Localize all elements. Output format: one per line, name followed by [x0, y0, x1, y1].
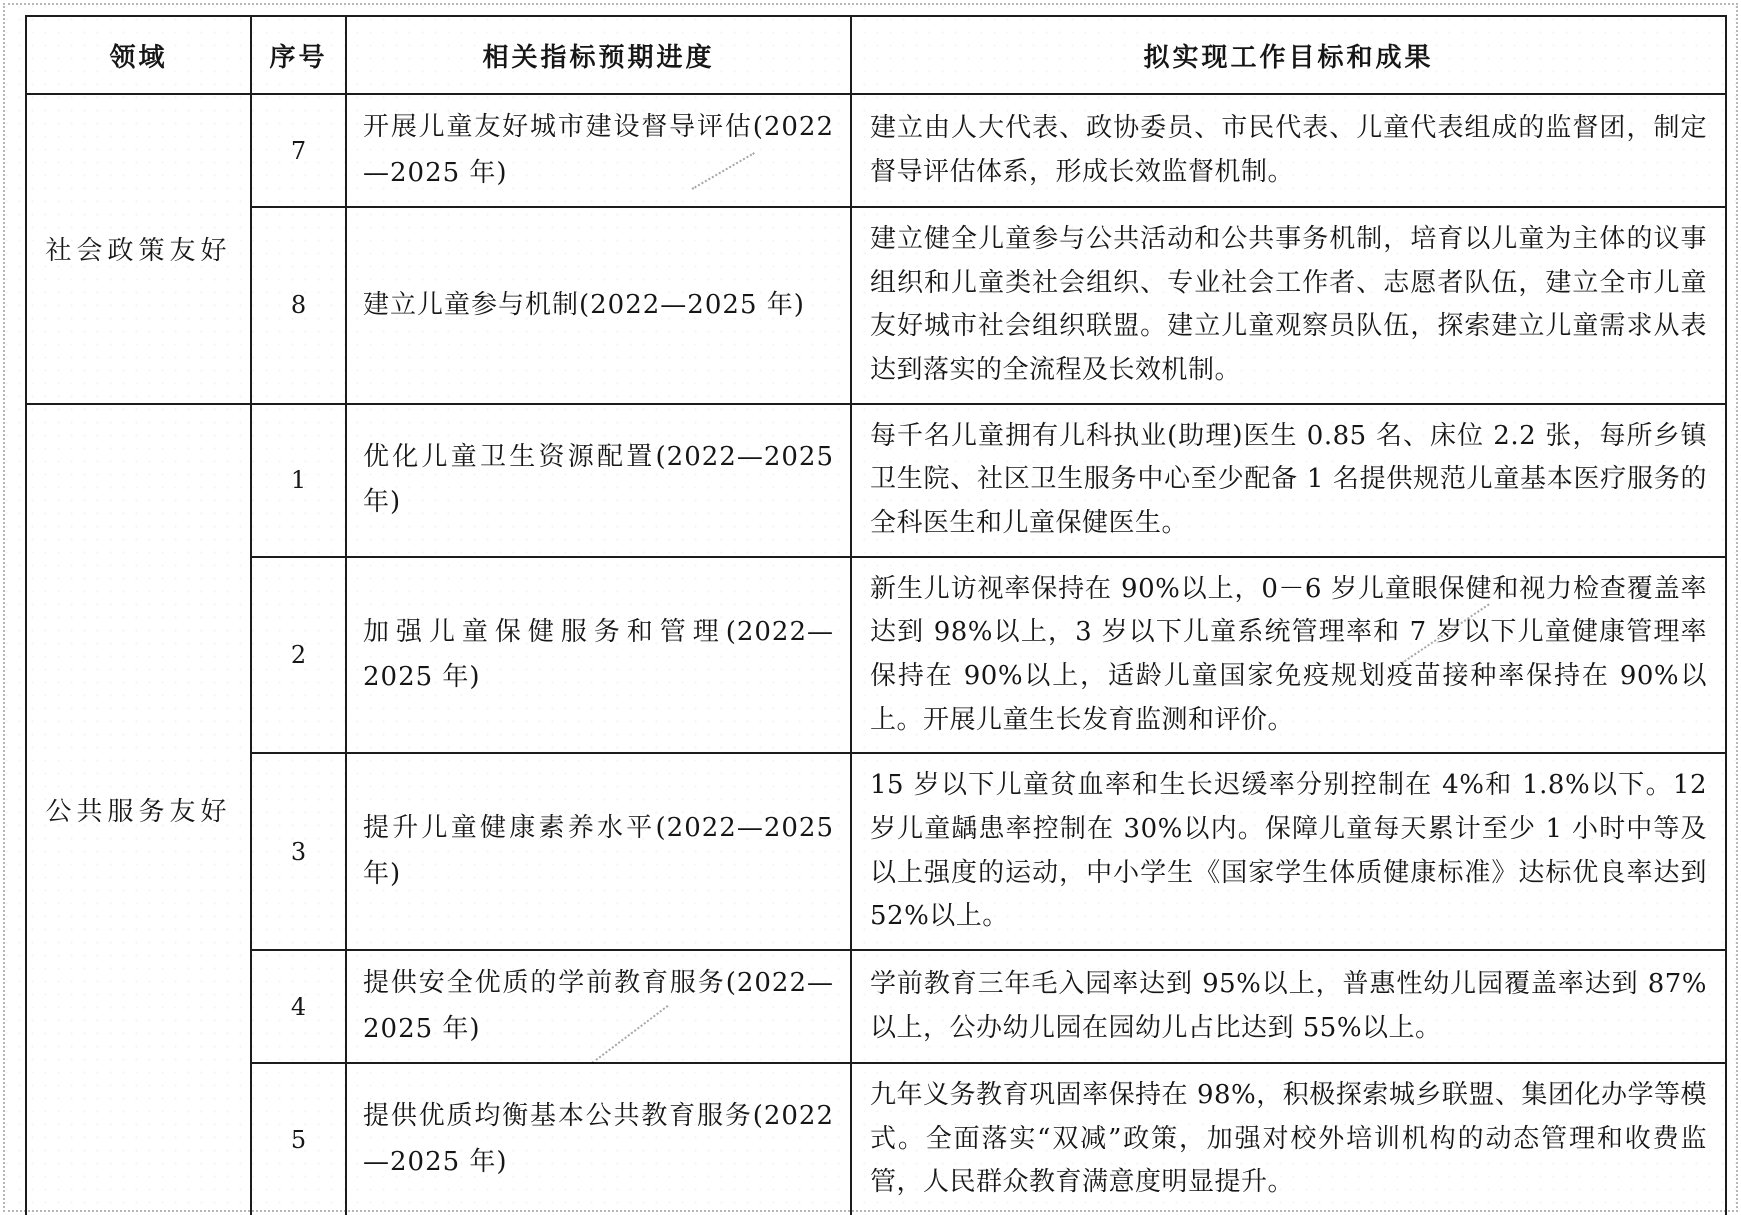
row-number-cell: 7: [251, 94, 346, 207]
indicator-cell: 提供优质均衡基本公共教育服务(2022—2025 年): [346, 1063, 851, 1215]
goal-cell: 建立由人大代表、政协委员、市民代表、儿童代表组成的监督团，制定督导评估体系，形成长效监督机制。: [851, 94, 1726, 207]
table-row: [26, 753, 1726, 950]
col-header-number: 序号: [251, 16, 346, 94]
col-header-indicator: 相关指标预期进度: [346, 16, 851, 94]
row-number-cell: 5: [251, 1063, 346, 1215]
row-number-cell: 1: [251, 404, 346, 557]
table-row: [26, 1063, 1726, 1215]
row-number-cell: 3: [251, 753, 346, 950]
table-row: [26, 404, 1726, 557]
indicator-cell: 优化儿童卫生资源配置(2022—2025 年): [346, 404, 851, 557]
table-row: [26, 950, 1726, 1063]
row-number-cell: 8: [251, 207, 346, 404]
goal-cell: 15 岁以下儿童贫血率和生长迟缓率分别控制在 4%和 1.8%以下。12 岁儿童龋患率控制在 30%以内。保障儿童每天累计至少 1 小时中等及以上强度的运动，中小学生《国家学生体质健康标准》达标优良率达到 52%以上。: [851, 753, 1726, 950]
table-row: [26, 94, 1726, 207]
plan-table: [25, 15, 1727, 1215]
col-header-goal: 拟实现工作目标和成果: [851, 16, 1726, 94]
goal-cell: 每千名儿童拥有儿科执业(助理)医生 0.85 名、床位 2.2 张，每所乡镇卫生院、社区卫生服务中心至少配备 1 名提供规范儿童基本医疗服务的全科医生和儿童保健医生。: [851, 404, 1726, 557]
goal-cell: 建立健全儿童参与公共活动和公共事务机制，培育以儿童为主体的议事组织和儿童类社会组织、专业社会工作者、志愿者队伍，建立全市儿童友好城市社会组织联盟。建立儿童观察员队伍，探索建立儿童需求从表达到落实的全流程及长效机制。: [851, 207, 1726, 404]
row-number-cell: 4: [251, 950, 346, 1063]
goal-cell: 九年义务教育巩固率保持在 98%，积极探索城乡联盟、集团化办学等模式。全面落实“双减”政策，加强对校外培训机构的动态管理和收费监管，人民群众教育满意度明显提升。: [851, 1063, 1726, 1215]
indicator-cell: 开展儿童友好城市建设督导评估(2022—2025 年): [346, 94, 851, 207]
table-row: [26, 207, 1726, 404]
table-row: [26, 557, 1726, 754]
indicator-cell: 提升儿童健康素养水平(2022—2025 年): [346, 753, 851, 950]
domain-cell-public-service: 公共服务友好: [26, 404, 251, 1215]
indicator-cell: 提供安全优质的学前教育服务(2022—2025 年): [346, 950, 851, 1063]
row-number-cell: 2: [251, 557, 346, 754]
goal-cell: 学前教育三年毛入园率达到 95%以上，普惠性幼儿园覆盖率达到 87%以上，公办幼儿园在园幼儿占比达到 55%以上。: [851, 950, 1726, 1063]
indicator-cell: 加强儿童保健服务和管理(2022—2025 年): [346, 557, 851, 754]
table-header-row: [26, 16, 1726, 94]
col-header-domain: 领域: [26, 16, 251, 94]
domain-cell-social-policy: 社会政策友好: [26, 94, 251, 404]
indicator-cell: 建立儿童参与机制(2022—2025 年): [346, 207, 851, 404]
goal-cell: 新生儿访视率保持在 90%以上，0－6 岁儿童眼保健和视力检查覆盖率达到 98%以上，3 岁以下儿童系统管理率和 7 岁以下儿童健康管理率保持在 90%以上，适龄儿童国家免疫规划疫苗接种率保持在 90%以上。开展儿童生长发育监测和评价。: [851, 557, 1726, 754]
